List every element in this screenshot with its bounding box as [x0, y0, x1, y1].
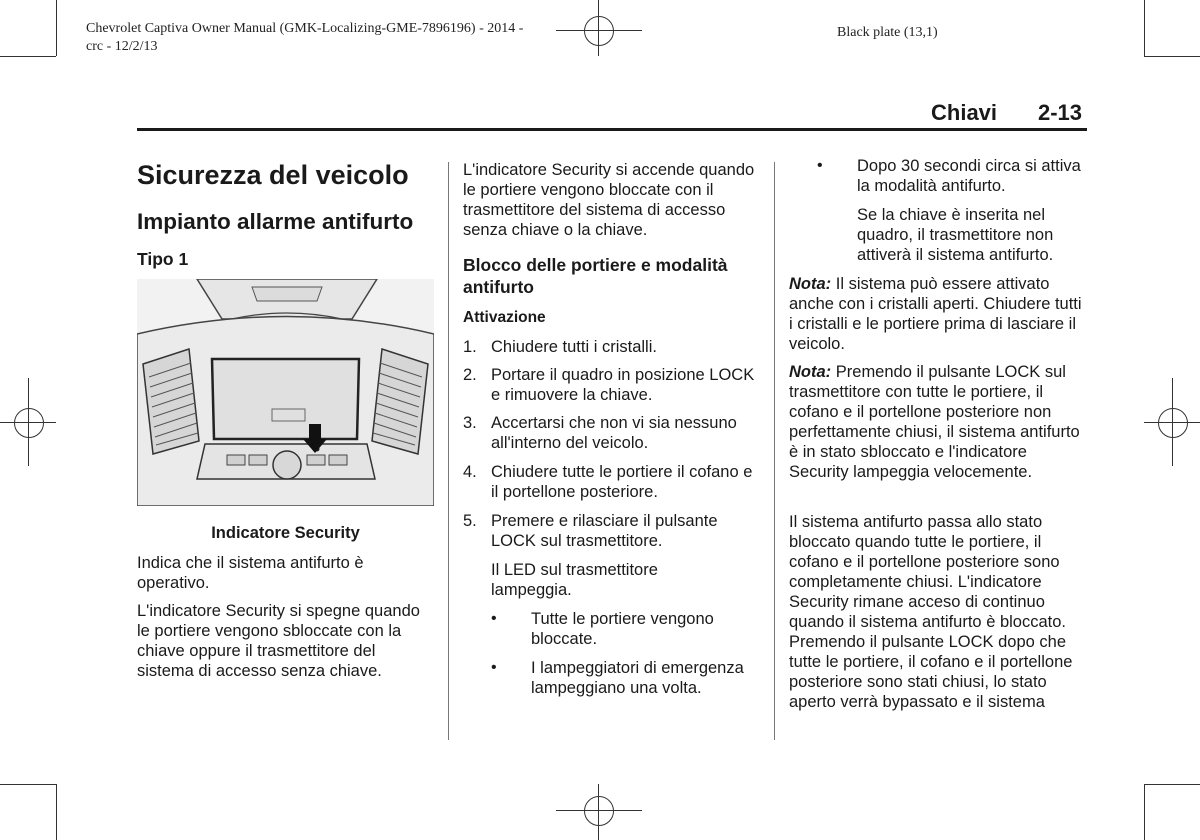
bullet-text: I lampeggiatori di emergenza lampeggiano una volta.: [531, 659, 744, 697]
page-number: 2-13: [1038, 100, 1083, 125]
column-divider: [448, 162, 449, 740]
step-number: 1.: [463, 338, 477, 356]
page-title: Sicurezza del veicolo: [137, 160, 409, 190]
body-paragraph: L'indicatore Security si spegne quando le portiere vengono sbloccate con la chiave oppure il trasmettitore del sistema di accesso senza chiave.: [137, 602, 420, 680]
step-text: Chiudere tutti i cristalli.: [491, 338, 657, 356]
note-paragraph: [789, 274, 1087, 354]
column-divider: [774, 162, 775, 740]
body-paragraph: Il sistema antifurto passa allo stato bloccato quando tutte le portiere, il cofano e il portellone posteriore sono completamente chiusi. L'indicatore Security rimane acceso di continuo quando il sistema antifurto è bloccato. Premendo il pulsante LOCK dopo che tutte le portiere, il cofano e il portellone posteriore sono stati chiusi, lo stato aperto verrà bypassato e il sistema: [789, 513, 1073, 711]
bullet-glyph: •: [491, 659, 497, 676]
step-text: Accertarsi che non vi sia nessuno all'interno del veicolo.: [491, 414, 737, 452]
step-text: Chiudere tutte le portiere il cofano e il portellone posteriore.: [491, 463, 753, 501]
list-item: [463, 365, 763, 405]
subsection-heading: Tipo 1: [137, 249, 189, 269]
section-title: Chiavi: [931, 100, 998, 125]
bullet-glyph: •: [491, 610, 497, 627]
note-paragraph: [789, 362, 1087, 482]
note-text: Premendo il pulsante LOCK sul trasmettitore con tutte le portiere, il cofano e il portellone posteriore non perfettamente chiusi, il sistema antifurto è in stato sbloccato e l'indicatore Security lampeggia velocemente.: [789, 363, 1080, 481]
step-text: Portare il quadro in posizione LOCK e rimuovere la chiave.: [491, 366, 755, 404]
step-number: 4.: [463, 463, 477, 481]
step-text: Premere e rilasciare il pulsante LOCK sul trasmettitore.: [491, 512, 718, 550]
bullet-note: Se la chiave è inserita nel quadro, il trasmettitore non attiverà il sistema antifurto.: [857, 206, 1054, 264]
bullet-item: [491, 658, 751, 698]
figure-caption: Indicatore Security: [211, 524, 360, 542]
note-text: Il sistema può essere attivato anche con i cristalli aperti. Chiudere tutti i cristalli e le portiere prima di lasciare il veicolo.: [789, 275, 1082, 353]
list-item: [463, 413, 763, 453]
step-number: 3.: [463, 414, 477, 432]
header-rule: [137, 128, 1087, 131]
step-number: 2.: [463, 366, 477, 384]
step-note: Il LED sul trasmettitore lampeggia.: [491, 561, 658, 599]
bullet-text: Dopo 30 secondi circa si attiva la modalità antifurto.: [857, 157, 1081, 195]
security-indicator-illustration: [137, 279, 434, 506]
plate-label: Black plate (13,1): [837, 25, 938, 40]
bullet-text: Tutte le portiere vengono bloccate.: [531, 610, 714, 648]
bullet-item: [817, 156, 1087, 196]
bullet-glyph: •: [817, 157, 823, 174]
list-item: [463, 337, 763, 357]
step-number: 5.: [463, 512, 477, 530]
bullet-item: [491, 609, 751, 649]
list-item: [463, 462, 763, 502]
note-label: Nota:: [789, 275, 832, 293]
section-heading: Impianto allarme antifurto: [137, 209, 414, 234]
print-header-line2: crc - 12/2/13: [86, 39, 158, 54]
procedure-heading: Attivazione: [463, 309, 546, 326]
list-item: [463, 511, 763, 551]
print-header-line1: Chevrolet Captiva Owner Manual (GMK-Localizing-GME-7896196) - 2014 -: [86, 21, 524, 36]
note-label: Nota:: [789, 363, 832, 381]
body-paragraph: L'indicatore Security si accende quando le portiere vengono bloccate con il trasmettitore del sistema di accesso senza chiave o la chiave.: [463, 161, 755, 239]
body-paragraph: Indica che il sistema antifurto è operativo.: [137, 554, 364, 592]
subsection-heading: Blocco delle portiere e modalità antifurto: [463, 255, 728, 297]
